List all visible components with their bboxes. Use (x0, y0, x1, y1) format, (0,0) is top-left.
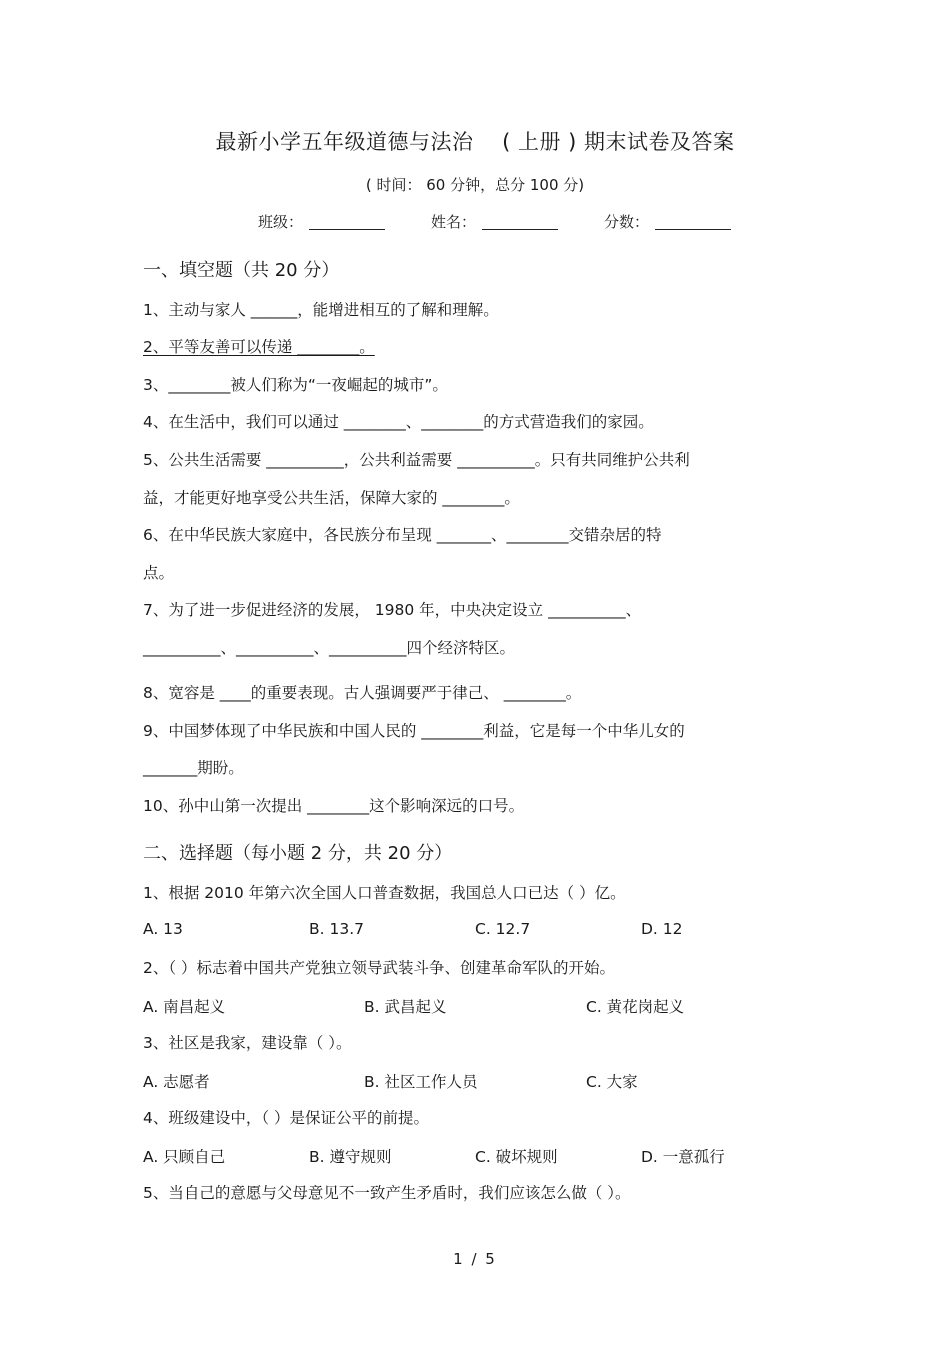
option-c: C. 破坏规则 (475, 1148, 558, 1166)
fill-question-9: 9、中国梦体现了中华民族和中国人民的 ________利益，它是每一个中华儿女的 (143, 722, 685, 740)
choice-question-2-options (143, 995, 843, 1015)
fill-question-7: 7、为了进一步促进经济的发展， 1980 年，中央决定设立 __________、 (143, 601, 642, 619)
fill-question-8: 8、宽容是 ____的重要表现。古人强调要严于律己、 ________。 (143, 684, 582, 702)
name-field (431, 211, 558, 232)
section2-heading: 二、选择题（每小题 2 分，共 20 分） (143, 843, 453, 864)
fill-question-5: 5、公共生活需要 __________，公共利益需要 __________。只有共同维护公共利 (143, 451, 690, 469)
option-b: B. 武昌起义 (364, 998, 447, 1016)
option-d: D. 一意孤行 (641, 1148, 725, 1166)
fill-question-5-cont: 益，才能更好地享受公共生活，保障大家的 ________。 (143, 489, 520, 507)
option-a: A. 只顾自己 (143, 1148, 226, 1166)
option-b: B. 遵守规则 (309, 1148, 392, 1166)
choice-question-3: 3、社区是我家，建设靠（ ）。 (143, 1034, 352, 1052)
score-label: 分数： (604, 213, 650, 231)
choice-question-2: 2、（ ）标志着中国共产党独立领导武装斗争、创建革命军队的开始。 (143, 959, 616, 977)
choice-question-1: 1、根据 2010 年第六次全国人口普查数据，我国总人口已达（ ）亿。 (143, 884, 626, 902)
choice-question-4-options (143, 1145, 843, 1165)
choice-question-4: 4、班级建设中，（ ）是保证公平的前提。 (143, 1109, 430, 1127)
option-c: C. 黄花岗起义 (586, 998, 685, 1016)
name-label: 姓名： (431, 213, 477, 231)
choice-question-1-options (143, 920, 843, 940)
option-a: A. 13 (143, 920, 183, 938)
option-a: A. 南昌起义 (143, 998, 226, 1016)
exam-title: 最新小学五年级道德与法治 ( 上册 ) 期末试卷及答案 (215, 130, 735, 154)
class-field (258, 211, 385, 232)
option-a: A. 志愿者 (143, 1073, 210, 1091)
fill-question-6: 6、在中华民族大家庭中，各民族分布呈现 _______、________交错杂居的特 (143, 526, 662, 544)
option-c: C. 12.7 (475, 920, 531, 938)
fill-question-6-cont: 点。 (143, 564, 175, 582)
class-blank (309, 213, 385, 230)
score-field (604, 211, 731, 232)
choice-question-5: 5、当自己的意愿与父母意见不一致产生矛盾时，我们应该怎么做（ ）。 (143, 1184, 631, 1202)
name-blank (482, 213, 558, 230)
option-c: C. 大家 (586, 1073, 638, 1091)
option-d: D. 12 (641, 920, 683, 938)
choice-question-3-options (143, 1070, 843, 1090)
page-number: 1 / 5 (453, 1250, 497, 1268)
fill-question-3: 3、________被人们称为“一夜崛起的城市”。 (143, 376, 448, 394)
score-blank (655, 213, 731, 230)
fill-question-7-cont: __________、__________、__________四个经济特区。 (143, 639, 516, 657)
fill-question-9-cont: _______期盼。 (143, 759, 244, 777)
exam-subtitle: ( 时间： 60 分钟，总分 100 分) (365, 176, 585, 194)
fill-question-4: 4、在生活中，我们可以通过 ________、________的方式营造我们的家园。 (143, 413, 654, 431)
option-b: B. 13.7 (309, 920, 364, 938)
class-label: 班级： (258, 213, 304, 231)
fill-question-2: 2、平等友善可以传递 ________。 (143, 338, 375, 356)
fill-question-10: 10、孙中山第一次提出 ________这个影响深远的口号。 (143, 797, 525, 815)
fill-question-1: 1、主动与家人 ______，能增进相互的了解和理解。 (143, 301, 499, 319)
section1-heading: 一、填空题（共 20 分） (143, 260, 340, 281)
option-b: B. 社区工作人员 (364, 1073, 478, 1091)
